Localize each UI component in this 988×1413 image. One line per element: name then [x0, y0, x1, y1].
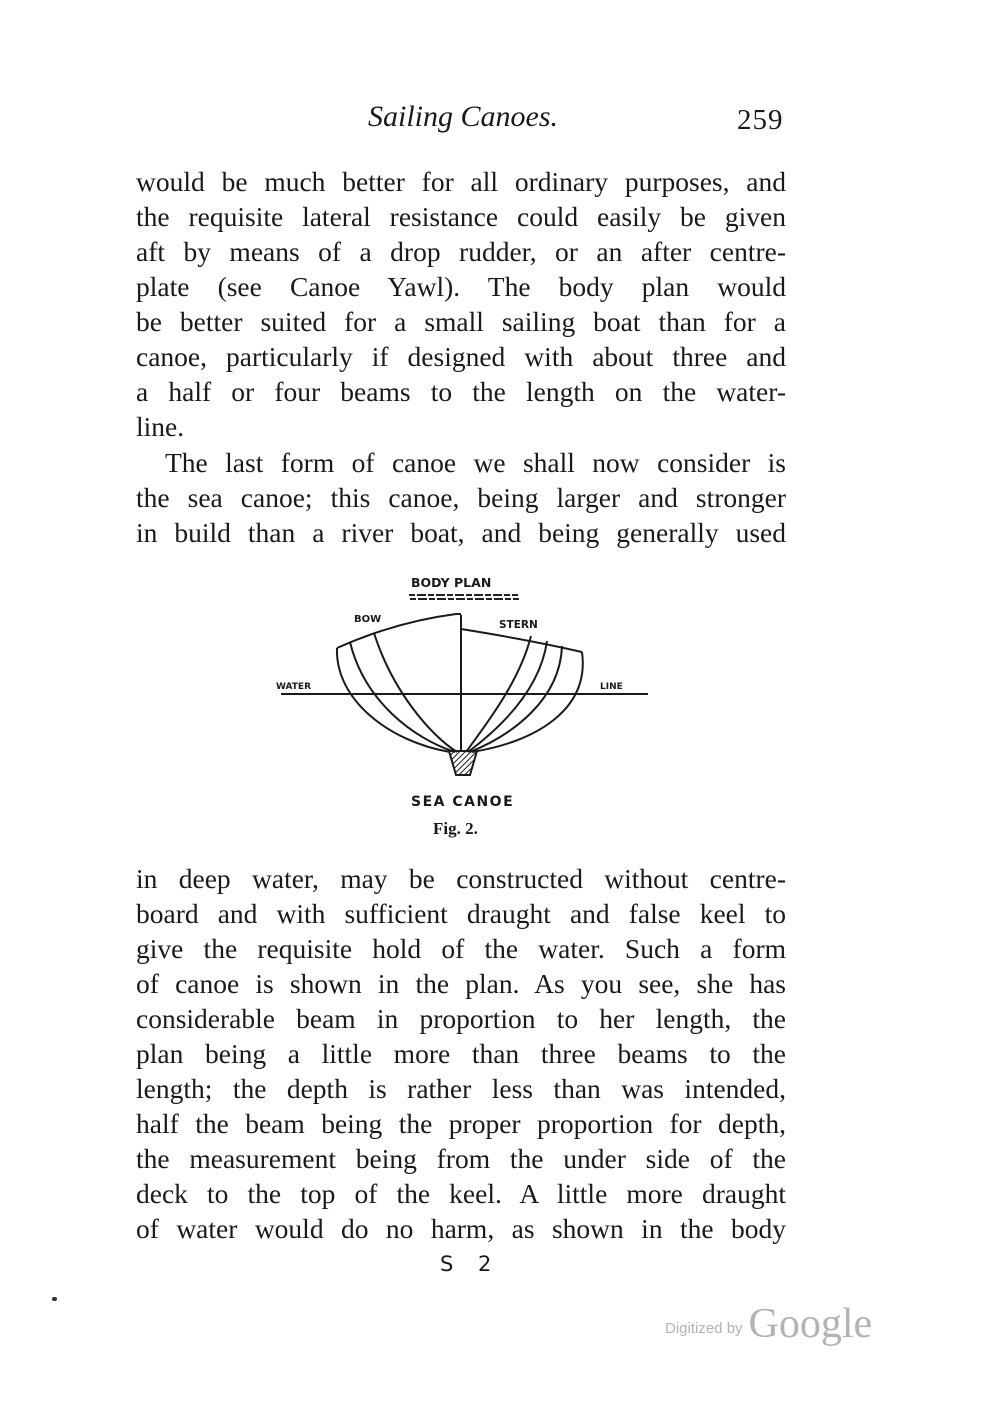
text-line: of canoe is shown in the plan. As you see, she has — [136, 968, 786, 999]
stern-section-middle — [470, 646, 562, 752]
page-number: 259 — [737, 104, 784, 136]
text-line: The last form of canoe we shall now consider is — [165, 447, 786, 478]
false-keel — [449, 751, 477, 775]
text-line: deck to the top of the keel. A little more draught — [136, 1178, 786, 1209]
bow-section-middle — [350, 642, 455, 752]
text-line: the sea canoe; this canoe, being larger and stronger — [136, 482, 786, 513]
figure-heading: BODY PLAN — [411, 575, 492, 590]
watermark-prefix: Digitized by — [665, 1320, 743, 1337]
watermark-brand: Google — [748, 1301, 873, 1347]
stern-deck-line — [461, 629, 582, 652]
hull-sections — [281, 614, 648, 752]
text-line: plate (see Canoe Yawl). The body plan would — [136, 271, 786, 302]
running-title: Sailing Canoes. — [368, 100, 559, 133]
text-line: considerable beam in proportion to her length, the — [136, 1003, 786, 1034]
signature-mark: S 2 — [440, 1252, 501, 1276]
text-line: give the requisite hold of the water. Such a form — [136, 933, 786, 964]
figure-title: SEA CANOE — [411, 794, 515, 810]
text-line: plan being a little more than three beams to the — [136, 1038, 786, 1069]
text-line: half the beam being the proper proportion for depth, — [136, 1108, 786, 1139]
label-water: WATER — [276, 682, 312, 692]
text-line: aft by means of a drop rudder, or an after centre- — [136, 236, 786, 267]
label-bow: BOW — [354, 614, 382, 625]
bow-section-outer — [337, 648, 450, 752]
text-line: in build than a river boat, and being generally used — [136, 517, 786, 548]
figure-caption: Fig. 2. — [433, 819, 478, 838]
stern-section-inner — [468, 641, 547, 752]
text-line: line. — [136, 411, 185, 442]
bow-section-inner — [374, 633, 457, 752]
text-line: canoe, particularly if designed with about three and — [136, 341, 786, 372]
label-line: LINE — [600, 682, 623, 692]
stern-section-outer — [472, 652, 583, 752]
google-watermark — [665, 1300, 872, 1348]
text-line: in deep water, may be constructed without centre- — [136, 863, 786, 894]
text-line: board and with sufficient draught and false keel to — [136, 898, 786, 929]
text-line: a half or four beams to the length on the water- — [136, 376, 786, 407]
text-line: length; the depth is rather less than was intended, — [136, 1073, 786, 1104]
stray-mark — [52, 1297, 57, 1301]
text-line: be better suited for a small sailing boat than for a — [136, 306, 786, 337]
text-line: would be much better for all ordinary purposes, and — [136, 166, 786, 197]
text-line: the requisite lateral resistance could easily be given — [136, 201, 786, 232]
text-line: of water would do no harm, as shown in the body — [136, 1213, 786, 1244]
text-line: the measurement being from the under side of the — [136, 1143, 786, 1174]
heading-underline — [409, 595, 519, 599]
label-stern: STERN — [499, 619, 538, 631]
